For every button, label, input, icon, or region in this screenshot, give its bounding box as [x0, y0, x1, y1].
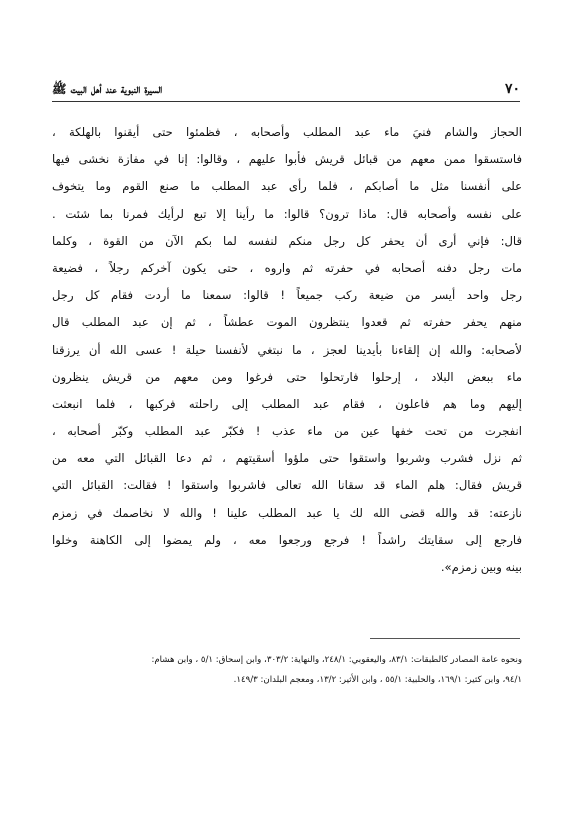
text-line: ثم نزل فشرب وشربوا واستقوا حتى ملؤوا أسقيتهم ، ثم دعا القبائل التي معه من — [52, 451, 522, 466]
text-line: مات رجل دفنه أصحابه في حفرته ثم واروه ، حتى يكون آخركم رجلاً ، فضيعة — [52, 260, 522, 275]
text-line: نازعته: قد والله قضى الله لك يا عبد المطلب علينا ! والله لا نخاصمك في زمزم — [52, 505, 522, 520]
text-line: الحجاز والشام فنيَ ماء عبد المطلب وأصحابه ، فظمئوا حتى أيقنوا بالهلكة ، — [52, 125, 522, 139]
text-line: إليهم وما هم فاعلون ، فقام عبد المطلب إلى راحلته فركبها ، فلما انبعثت — [52, 396, 522, 411]
page-number: ٧٠ — [504, 81, 520, 97]
text-line: منهم يحفر حفرته ثم قعدوا ينتظرون الموت عطشاً ، ثم إن عبد المطلب قال — [52, 315, 522, 330]
text-line: ماء ببعض البلاد ، إرحلوا فارتحلوا حتى فرغوا ومن معهم من قريش ينظرون — [52, 369, 522, 384]
text-line: رجل واحد أيسر من ضيعة ركب جميعاً ! قالوا: سمعنا ما أردت فقام كل رجل — [52, 288, 522, 303]
text-line: قريش فقال: هلم الماء قد سقانا الله تعالى فاشربوا واستقوا ! فقالت: القبائل التي — [52, 478, 522, 493]
footnote-line: ٩٤/١، وابن كثير: ١٦٩/١، والحلبية: ٥٥/١ ، وابن الأثير: ١٣/٢، ومعجم البلدان: ١٤٩/٣. — [233, 675, 522, 685]
text-line: على أنفسنا مثل ما أصابكم ، فلما رأى عبد المطلب ما صنع القوم وما يتخوف — [52, 179, 522, 194]
footnote-divider — [370, 638, 520, 639]
footnotes — [52, 650, 522, 690]
text-line: انفجرت من تحت خفها عين من ماء عذب ! فكبّر عبد المطلب وكبّر أصحابه ، — [52, 424, 522, 439]
text-line-last: بينه وبين زمزم». — [440, 560, 522, 574]
text-line: فارجع إلى سقايتك راشداً ! فرجع ورجعوا معه ، ولم يمضوا إلى الكاهنة وخلوا — [52, 532, 522, 547]
page-header — [52, 79, 520, 103]
text-line: قال: فإني أرى أن يحفر كل رجل منكم لنفسه لما بكم الآن من القوة ، وكلما — [52, 233, 522, 248]
footnote-line: ونحوه عامة المصادر كالطبقات: ٨٣/١، واليعقوبي: ٢٤٨/١، والنهاية: ٣٠٣/٢، وابن إسحاق: ٥/١ ، وابن هشام: — [151, 655, 522, 665]
text-line: على نفسه وأصحابه قال: ماذا ترون؟ قالوا: ما رأينا إلا تبع لرأيك فمرنا بما شئت . — [52, 206, 522, 221]
text-line: فاستسقوا ممن معهم من قبائل قريش فأبوا عليهم ، وقالوا: إنا في مفازة نخشى فيها — [52, 152, 522, 167]
header-divider — [52, 101, 520, 102]
running-title: السيرة النبوية عند أهل البيت ﷺ — [52, 82, 163, 96]
text-line: لأصحابه: والله إن إلقاءنا بأيدينا لعجز ، ما نبتغي لأنفسنا حيلة ! عسى الله أن يرزقنا — [52, 342, 522, 357]
main-text — [52, 119, 522, 581]
